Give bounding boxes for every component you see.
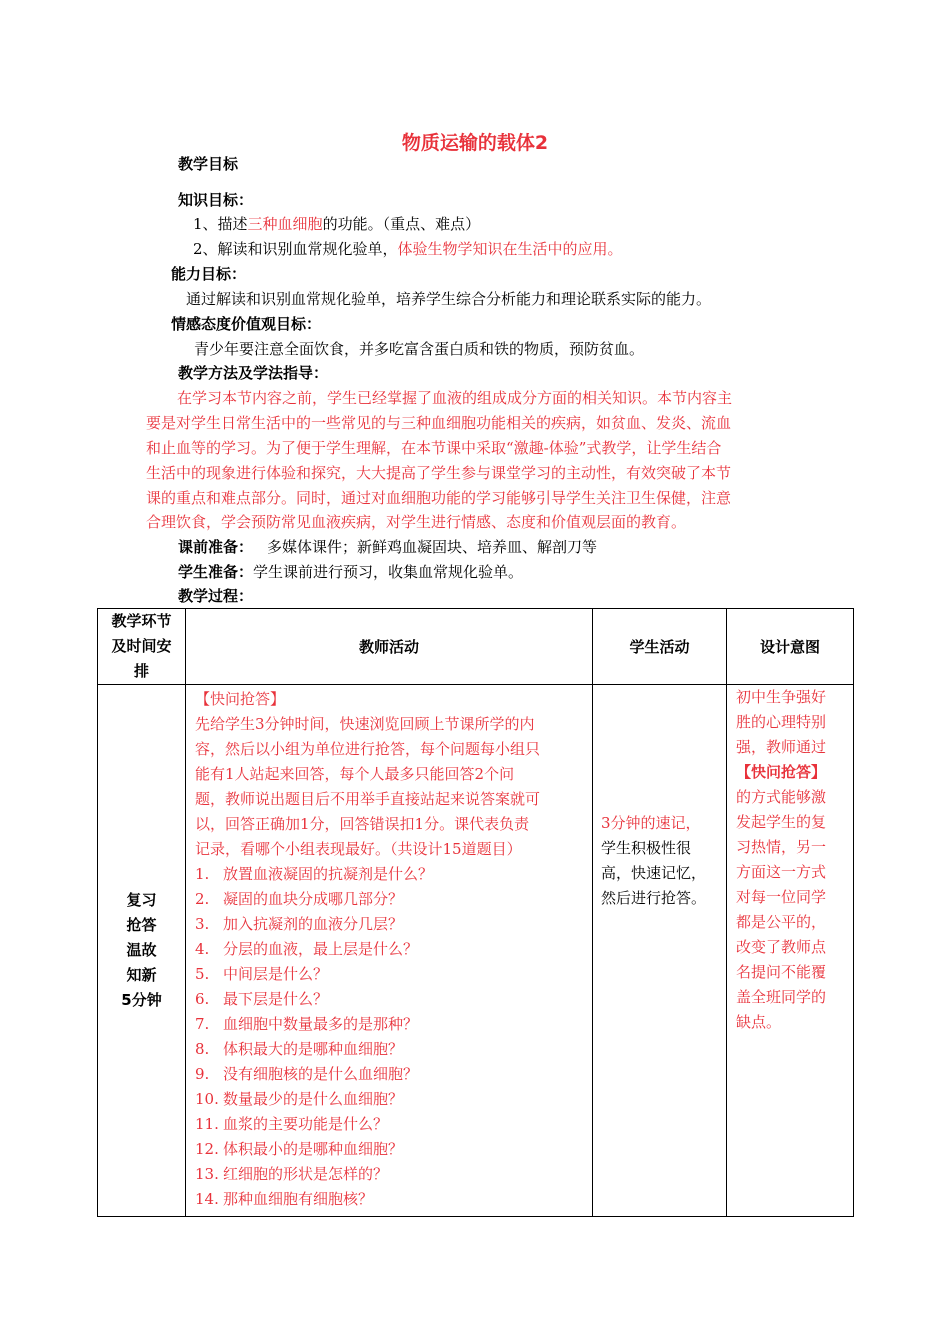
stage-line: 复习 bbox=[126, 891, 157, 909]
list-item: 4. 分层的血液，最上层是什么？ bbox=[195, 940, 419, 958]
knowledge-item-2 bbox=[193, 238, 623, 259]
teacher-activity-cell bbox=[186, 685, 593, 1217]
list-item: 12. 体积最小的是哪种血细胞？ bbox=[195, 1140, 404, 1158]
design-line: 名提问不能覆 bbox=[736, 963, 827, 981]
stage-line: 5分钟 bbox=[121, 991, 162, 1009]
header-stage bbox=[98, 609, 186, 685]
teacher-intro-line: 以，回答正确加1分，回答错误扣1分。课代表负责 bbox=[195, 815, 530, 833]
question-list bbox=[195, 862, 586, 1212]
knowledge-item-1 bbox=[193, 213, 480, 234]
list-item: 13. 红细胞的形状是怎样的？ bbox=[195, 1165, 389, 1183]
method-line-6: 合理饮食，学会预防常见血液疾病，对学生进行情感、态度和价值观层面的教育。 bbox=[146, 513, 687, 531]
knowledge-heading: 知识目标： bbox=[178, 191, 254, 209]
header-design: 设计意图 bbox=[727, 609, 854, 685]
stage-cell bbox=[98, 685, 186, 1217]
ability-text: 通过解读和识别血常规化验单，培养学生综合分析能力和理论联系实际的能力。 bbox=[186, 290, 712, 308]
design-highlight: 【快问抢答】 bbox=[736, 763, 827, 781]
teacher-intro-line: 记录，看哪个小组表现最好。（共设计15道题目） bbox=[195, 840, 522, 858]
stage-line: 温故 bbox=[126, 941, 157, 959]
list-item: 11. 血浆的主要功能是什么？ bbox=[195, 1115, 389, 1133]
design-line: 都是公平的， bbox=[736, 913, 827, 931]
student-prep-text: 学生课前进行预习，收集血常规化验单。 bbox=[253, 563, 524, 581]
list-item: 14. 那种血细胞有细胞核？ bbox=[195, 1190, 374, 1208]
student-activity-line: 学生积极性很 bbox=[601, 838, 692, 857]
prep-line bbox=[178, 536, 597, 557]
teacher-intro-line: 容，然后以小组为单位进行抢答，每个问题每小组只 bbox=[195, 740, 541, 758]
method-heading: 教学方法及学法指导： bbox=[178, 364, 329, 382]
design-line: 改变了教师点 bbox=[736, 938, 827, 956]
page-title: 物质运输的载体2 bbox=[401, 132, 549, 154]
method-line-3: 和止血等的学习。为了便于学生理解，在本节课中采取“激趣-体验”式教学，让学生结合 bbox=[146, 439, 722, 457]
list-item: 2. 凝固的血块分成哪几部分？ bbox=[195, 890, 404, 908]
teacher-intro-line: 先给学生3分钟时间，快速浏览回顾上节课所学的内 bbox=[195, 715, 535, 733]
knowledge-item-1-prefix: 1、描述 bbox=[193, 215, 248, 233]
teacher-intro-line: 能有1人站起来回答，每个人最多只能回答2个问 bbox=[195, 765, 515, 783]
prep-text: 多媒体课件；新鲜鸡血凝固块、培养皿、解剖刀等 bbox=[267, 538, 598, 556]
design-line: 胜的心理特别 bbox=[736, 713, 827, 731]
design-line: 的方式能够激 bbox=[736, 788, 827, 806]
stage-line: 抢答 bbox=[126, 916, 157, 934]
table-header-row bbox=[98, 609, 854, 685]
design-line: 初中生争强好 bbox=[736, 688, 827, 706]
list-item: 7. 血细胞中数量最多的是那种？ bbox=[195, 1015, 419, 1033]
knowledge-item-2-prefix: 2、解读和识别血常规化验单， bbox=[193, 240, 398, 258]
header-stage-line-3: 排 bbox=[133, 662, 149, 680]
list-item: 1. 放置血液凝固的抗凝剂是什么？ bbox=[195, 865, 434, 883]
emotion-heading: 情感态度价值观目标： bbox=[171, 315, 322, 333]
process-heading: 教学过程： bbox=[178, 587, 254, 605]
ability-heading: 能力目标： bbox=[171, 265, 247, 283]
design-line: 强，教师通过 bbox=[736, 738, 827, 756]
design-line: 发起学生的复 bbox=[736, 813, 827, 831]
design-line: 对每一位同学 bbox=[736, 888, 827, 906]
header-student: 学生活动 bbox=[593, 609, 727, 685]
list-item: 10. 数量最少的是什么血细胞？ bbox=[195, 1090, 404, 1108]
student-prep-label: 学生准备： bbox=[178, 563, 254, 581]
header-stage-line-2: 及时间安 bbox=[111, 637, 172, 655]
method-line-1: 在学习本节内容之前，学生已经掌握了血液的组成成分方面的相关知识。本节内容主 bbox=[177, 389, 733, 407]
method-line-2: 要是对学生日常生活中的一些常见的与三种血细胞功能相关的疾病，如贫血、发炎、流血 bbox=[146, 414, 732, 432]
header-teacher: 教师活动 bbox=[186, 609, 593, 685]
objectives-heading: 教学目标 bbox=[178, 155, 239, 173]
list-item: 9. 没有细胞核的是什么血细胞？ bbox=[195, 1065, 419, 1083]
list-item: 6. 最下层是什么？ bbox=[195, 990, 329, 1008]
knowledge-item-2-highlight: 体验生物学知识在生活中的应用。 bbox=[397, 240, 623, 258]
student-prep-line bbox=[178, 561, 523, 582]
list-item: 3. 加入抗凝剂的血液分几层？ bbox=[195, 915, 404, 933]
student-activity-line: 3分钟的速记， bbox=[601, 813, 701, 832]
emotion-text: 青少年要注意全面饮食，并多吃富含蛋白质和铁的物质，预防贫血。 bbox=[194, 340, 645, 358]
process-table bbox=[97, 608, 854, 1217]
method-line-5: 课的重点和难点部分。同时，通过对血细胞功能的学习能够引导学生关注卫生保健，注意 bbox=[146, 489, 732, 507]
design-line: 缺点。 bbox=[736, 1013, 782, 1031]
design-line: 习热情，另一 bbox=[736, 838, 827, 856]
design-intent-cell bbox=[727, 685, 854, 1217]
teacher-activity-title: 【快问抢答】 bbox=[195, 690, 286, 708]
header-stage-line-1: 教学环节 bbox=[111, 612, 172, 630]
teacher-intro-line: 题，教师说出题目后不用举手直接站起来说答案就可 bbox=[195, 790, 541, 808]
method-line-4: 生活中的现象进行体验和探究，大大提高了学生参与课堂学习的主动性，有效突破了本节 bbox=[146, 464, 732, 482]
design-line: 方面这一方式 bbox=[736, 863, 827, 881]
student-activity-cell bbox=[593, 685, 727, 1217]
design-line: 盖全班同学的 bbox=[736, 988, 827, 1006]
knowledge-item-1-suffix: 的功能。（重点、难点） bbox=[322, 215, 481, 233]
list-item: 8. 体积最大的是哪种血细胞？ bbox=[195, 1040, 404, 1058]
list-item: 5. 中间层是什么？ bbox=[195, 965, 329, 983]
knowledge-item-1-highlight: 三种血细胞 bbox=[247, 215, 323, 233]
stage-line: 知新 bbox=[126, 966, 157, 984]
student-activity-line: 然后进行抢答。 bbox=[601, 888, 707, 907]
student-activity-line: 高，快速记忆， bbox=[601, 863, 707, 882]
prep-label: 课前准备： bbox=[178, 538, 254, 556]
table-row bbox=[98, 685, 854, 1217]
